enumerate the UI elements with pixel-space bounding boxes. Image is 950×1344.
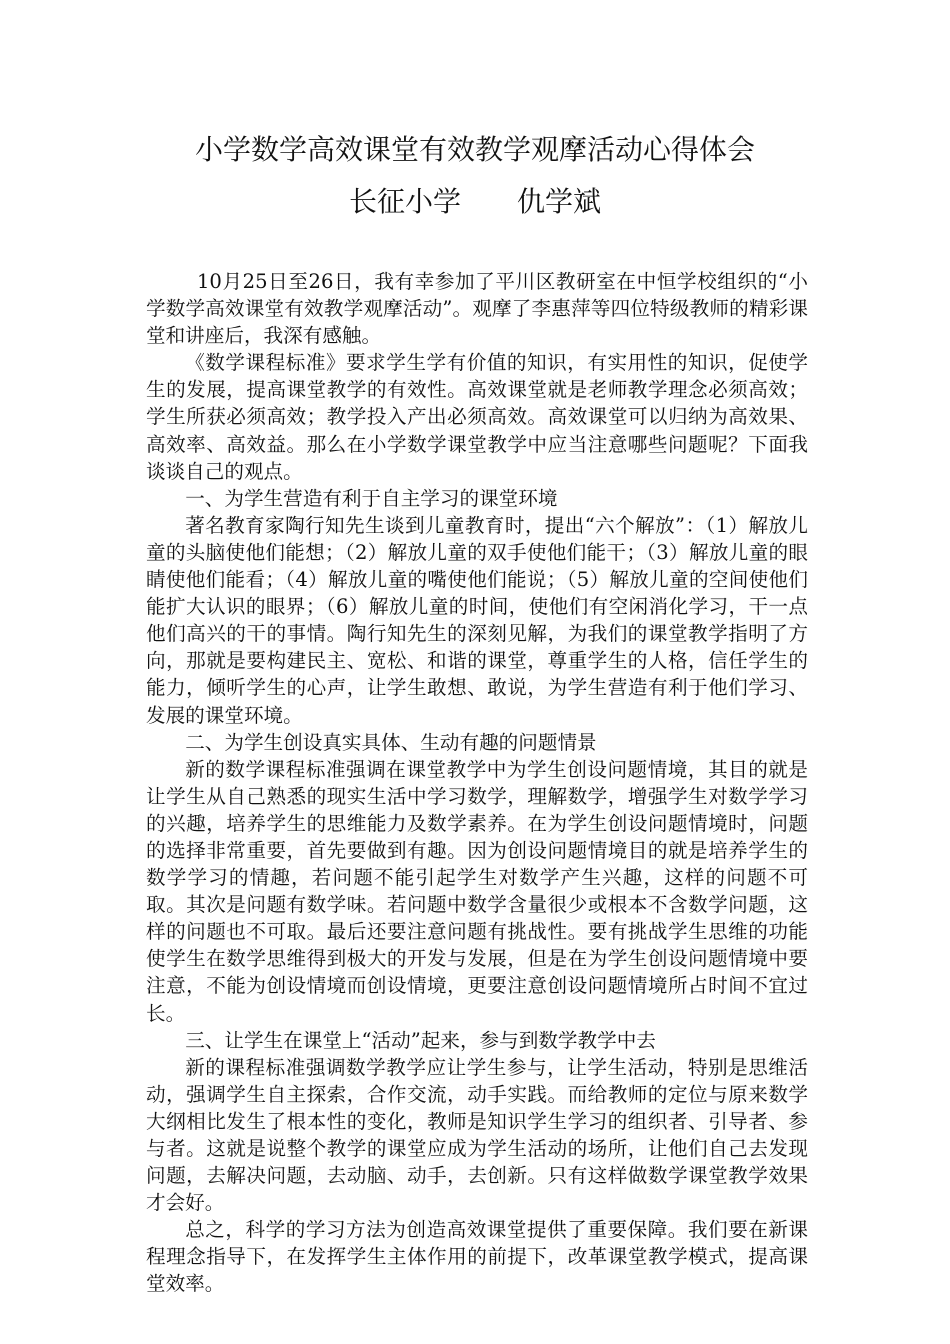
document-body (146, 268, 808, 1298)
section-heading-2: 二、为学生创设真实具体、生动有趣的问题情景 (185, 730, 597, 754)
author-line (0, 182, 950, 222)
paragraph-intro: 10月25日至26日，我有幸参加了平川区教研室在中恒学校组织的“小学数学高效课堂有效教学观摩活动”。观摩了李惠萍等四位特级教师的精彩课堂和讲座后，我深有感触。 (146, 270, 808, 348)
paragraph-section-1: 著名教育家陶行知先生谈到儿童教育时，提出“六个解放”：（1）解放儿童的头脑使他们能想；（2）解放儿童的双手使他们能干；（3）解放儿童的眼睛使他们能看；（4）解放儿童的嘴使他们能说；（5）解放儿童的空间使他们能扩大认识的眼界；（6）解放儿童的时间，使他们有空闲消化学习，干一点他们高兴的干的事情。陶行知先生的深刻见解，为我们的课堂教学指明了方向，那就是要构建民主、宽松、和谐的课堂，尊重学生的人格，信任学生的能力，倾听学生的心声，让学生敢想、敢说，为学生营造有利于他们学习、发展的课堂环境。 (146, 513, 808, 727)
author-name: 仇学斌 (517, 185, 602, 218)
paragraph-section-3: 新的课程标准强调数学教学应让学生参与，让学生活动，特别是思维活动，强调学生自主探索，合作交流，动手实践。而给教师的定位与原来数学大纲相比发生了根本性的变化，教师是知识学生学习的组织者、引导者、参与者。这就是说整个教学的课堂应成为学生活动的场所，让他们自己去发现问题，去解决问题，去动脑、动手，去创新。只有这样做数学课堂教学效果才会好。 (146, 1055, 808, 1215)
section-heading-1: 一、为学生营造有利于自主学习的课堂环境 (185, 486, 558, 510)
paragraph-conclusion: 总之，科学的学习方法为创造高效课堂提供了重要保障。我们要在新课程理念指导下，在发挥学生主体作用的前提下，改革课堂教学模式，提高课堂效率。 (146, 1218, 808, 1296)
paragraph-standard: 《数学课程标准》要求学生学有价值的知识，有实用性的知识，促使学生的发展，提高课堂教学的有效性。高效课堂就是老师教学理念必须高效；学生所获必须高效；教学投入产出必须高效。高效课堂可以归纳为高效果、高效率、高效益。那么在小学数学课堂教学中应当注意哪些问题呢？下面我谈谈自己的观点。 (146, 351, 808, 483)
section-heading-3: 三、让学生在课堂上“活动”起来，参与到数学教学中去 (185, 1028, 656, 1052)
author-school: 长征小学 (348, 185, 461, 218)
paragraph-section-2: 新的数学课程标准强调在课堂教学中为学生创设问题情境，其目的就是让学生从自己熟悉的现实生活中学习数学，理解数学，增强学生对数学学习的兴趣，培养学生的思维能力及数学素养。在为学生创设问题情境时，问题的选择非常重要，首先要做到有趣。因为创设问题情境目的就是培养学生的数学学习的情趣，若问题不能引起学生对数学产生兴趣，这样的问题不可取。其次是问题有数学味。若问题中数学含量很少或根本不含数学问题，这样的问题也不可取。最后还要注意问题有挑战性。要有挑战学生思维的功能使学生在数学思维得到极大的开发与发展，但是在为学生创设问题情境中要注意，不能为创设情境而创设情境，更要注意创设问题情境所占时间不宜过长。 (146, 757, 808, 1025)
document-title: 小学数学高效课堂有效教学观摩活动心得体会 (194, 133, 755, 166)
